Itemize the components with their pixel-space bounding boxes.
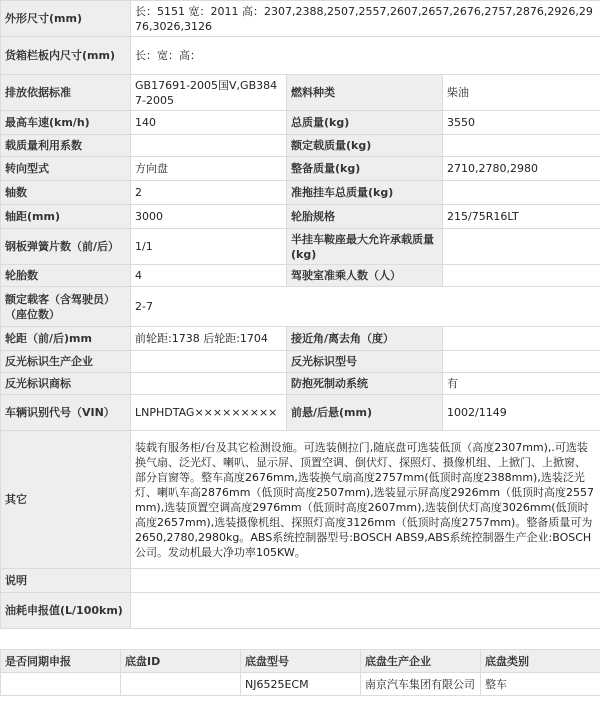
chassis-id-cell (121, 673, 241, 696)
load-util-value (131, 135, 287, 157)
row-steering (1, 157, 600, 181)
wheelbase-label: 轴距(mm) (1, 205, 131, 229)
passengers-label: 额定载客（含驾驶员）（座位数） (1, 287, 131, 327)
spring-label: 钢板弹簧片数（前/后） (1, 229, 131, 265)
emission-label: 排放依据标准 (1, 75, 131, 111)
chassis-header-type: 底盘类别 (481, 650, 600, 673)
note-label: 说明 (1, 569, 131, 593)
curb-mass-label: 整备质量(kg) (287, 157, 443, 181)
chassis-table (0, 649, 600, 696)
max-speed-value: 140 (131, 111, 287, 135)
cab-seats-label: 驾驶室准乘人数（人） (287, 265, 443, 287)
axles-label: 轴数 (1, 181, 131, 205)
overhang-value: 1002/1149 (443, 395, 600, 431)
row-passengers (1, 287, 600, 327)
chassis-model-cell: NJ6525ECM (241, 673, 361, 696)
row-note (1, 569, 600, 593)
steering-value: 方向盘 (131, 157, 287, 181)
load-util-label: 载质量利用系数 (1, 135, 131, 157)
vin-label: 车辆识别代号（VIN） (1, 395, 131, 431)
reflect-brand-label: 反光标识商标 (1, 373, 131, 395)
abs-value: 有 (443, 373, 600, 395)
row-spring (1, 229, 600, 265)
cab-seats-value (443, 265, 600, 287)
spring-value: 1/1 (131, 229, 287, 265)
row-axles (1, 181, 600, 205)
track-value: 前轮距:1738 后轮距:1704 (131, 327, 287, 351)
fuel-consumption-value (131, 593, 600, 629)
row-vin (1, 395, 600, 431)
cargo-size-label: 货箱栏板内尺寸(mm) (1, 37, 131, 75)
angles-label: 接近角/离去角（度） (287, 327, 443, 351)
tire-value: 215/75R16LT (443, 205, 600, 229)
reflect-model-value (443, 351, 600, 373)
other-label: 其它 (1, 431, 131, 569)
chassis-header-sync: 是否同期申报 (1, 650, 121, 673)
tire-label: 轮胎规格 (287, 205, 443, 229)
table-row (1, 673, 600, 696)
chassis-header-row (1, 650, 600, 673)
fuel-label: 燃料种类 (287, 75, 443, 111)
reflect-maker-label: 反光标识生产企业 (1, 351, 131, 373)
overhang-label: 前悬/后悬(mm) (287, 395, 443, 431)
trailer-mass-value (443, 181, 600, 205)
row-fuel-consumption (1, 593, 600, 629)
chassis-maker-cell: 南京汽车集团有限公司 (361, 673, 481, 696)
total-mass-value: 3550 (443, 111, 600, 135)
vin-value: LNPHDTAG××××××××× (131, 395, 287, 431)
max-speed-label: 最高车速(km/h) (1, 111, 131, 135)
rated-load-value (443, 135, 600, 157)
chassis-sync-cell (1, 673, 121, 696)
cargo-size-value: 长：宽：高： (131, 37, 600, 75)
chassis-header-id: 底盘ID (121, 650, 241, 673)
row-track (1, 327, 600, 351)
outer-size-value: 长：5151 宽：2011 高：2307,2388,2507,2557,2607,2657,2676,2757,2876,2926,2976,3026,3126 (131, 1, 600, 37)
trailer-mass-label: 准拖挂车总质量(kg) (287, 181, 443, 205)
fuel-value: 柴油 (443, 75, 600, 111)
chassis-header-maker: 底盘生产企业 (361, 650, 481, 673)
passengers-value: 2-7 (131, 287, 600, 327)
row-outer-size (1, 1, 600, 37)
saddle-value (443, 229, 600, 265)
total-mass-label: 总质量(kg) (287, 111, 443, 135)
row-other (1, 431, 600, 569)
section-gap (0, 629, 600, 649)
track-label: 轮距（前/后)mm (1, 327, 131, 351)
chassis-type-cell: 整车 (481, 673, 600, 696)
curb-mass-value: 2710,2780,2980 (443, 157, 600, 181)
reflect-maker-value (131, 351, 287, 373)
row-emission (1, 75, 600, 111)
row-load (1, 135, 600, 157)
tires-count-value: 4 (131, 265, 287, 287)
saddle-label: 半挂车鞍座最大允许承载质量(kg) (287, 229, 443, 265)
row-cargo-size (1, 37, 600, 75)
angles-value (443, 327, 600, 351)
reflect-brand-value (131, 373, 287, 395)
axles-value: 2 (131, 181, 287, 205)
row-tires-count (1, 265, 600, 287)
row-reflect-maker (1, 351, 600, 373)
row-speed (1, 111, 600, 135)
emission-value: GB17691-2005国V,GB3847-2005 (131, 75, 287, 111)
tires-count-label: 轮胎数 (1, 265, 131, 287)
reflect-model-label: 反光标识型号 (287, 351, 443, 373)
outer-size-label: 外形尺寸(mm) (1, 1, 131, 37)
row-reflect-brand (1, 373, 600, 395)
wheelbase-value: 3000 (131, 205, 287, 229)
row-wheelbase (1, 205, 600, 229)
abs-label: 防抱死制动系统 (287, 373, 443, 395)
steering-label: 转向型式 (1, 157, 131, 181)
chassis-header-model: 底盘型号 (241, 650, 361, 673)
other-value: 装载有服务柜/台及其它检测设施。可选装侧拉门,随底盘可选装低顶（高度2307mm),.可选装换气扇、泛光灯、喇叭、显示屏、顶置空调、倒伏灯、探照灯、摄像机组、上掀门、上掀窗、部分盲窗等。整车高度2676mm,选装换气扇高度2757mm(低顶时高度2388mm),选装泛光灯、喇叭车高2876mm（低顶时高度2507mm),选装显示屏高度2926mm（低顶时高度2557mm),选装顶置空调高度2976mm（低顶时高度2607mm),选装倒伏灯高度3026mm(低顶时高度2657mm),选装摄像机组、探照灯高度3126mm（低顶时高度2757mm)。整备质量可为2650,2780,2980kg。ABS系统控制器型号:BOSCH ABS9,ABS系统控制器生产企业:BOSCH公司。发动机最大净功率105KW。 (131, 431, 600, 569)
note-value (131, 569, 600, 593)
rated-load-label: 额定载质量(kg) (287, 135, 443, 157)
fuel-consumption-label: 油耗申报值(L/100km) (1, 593, 131, 629)
